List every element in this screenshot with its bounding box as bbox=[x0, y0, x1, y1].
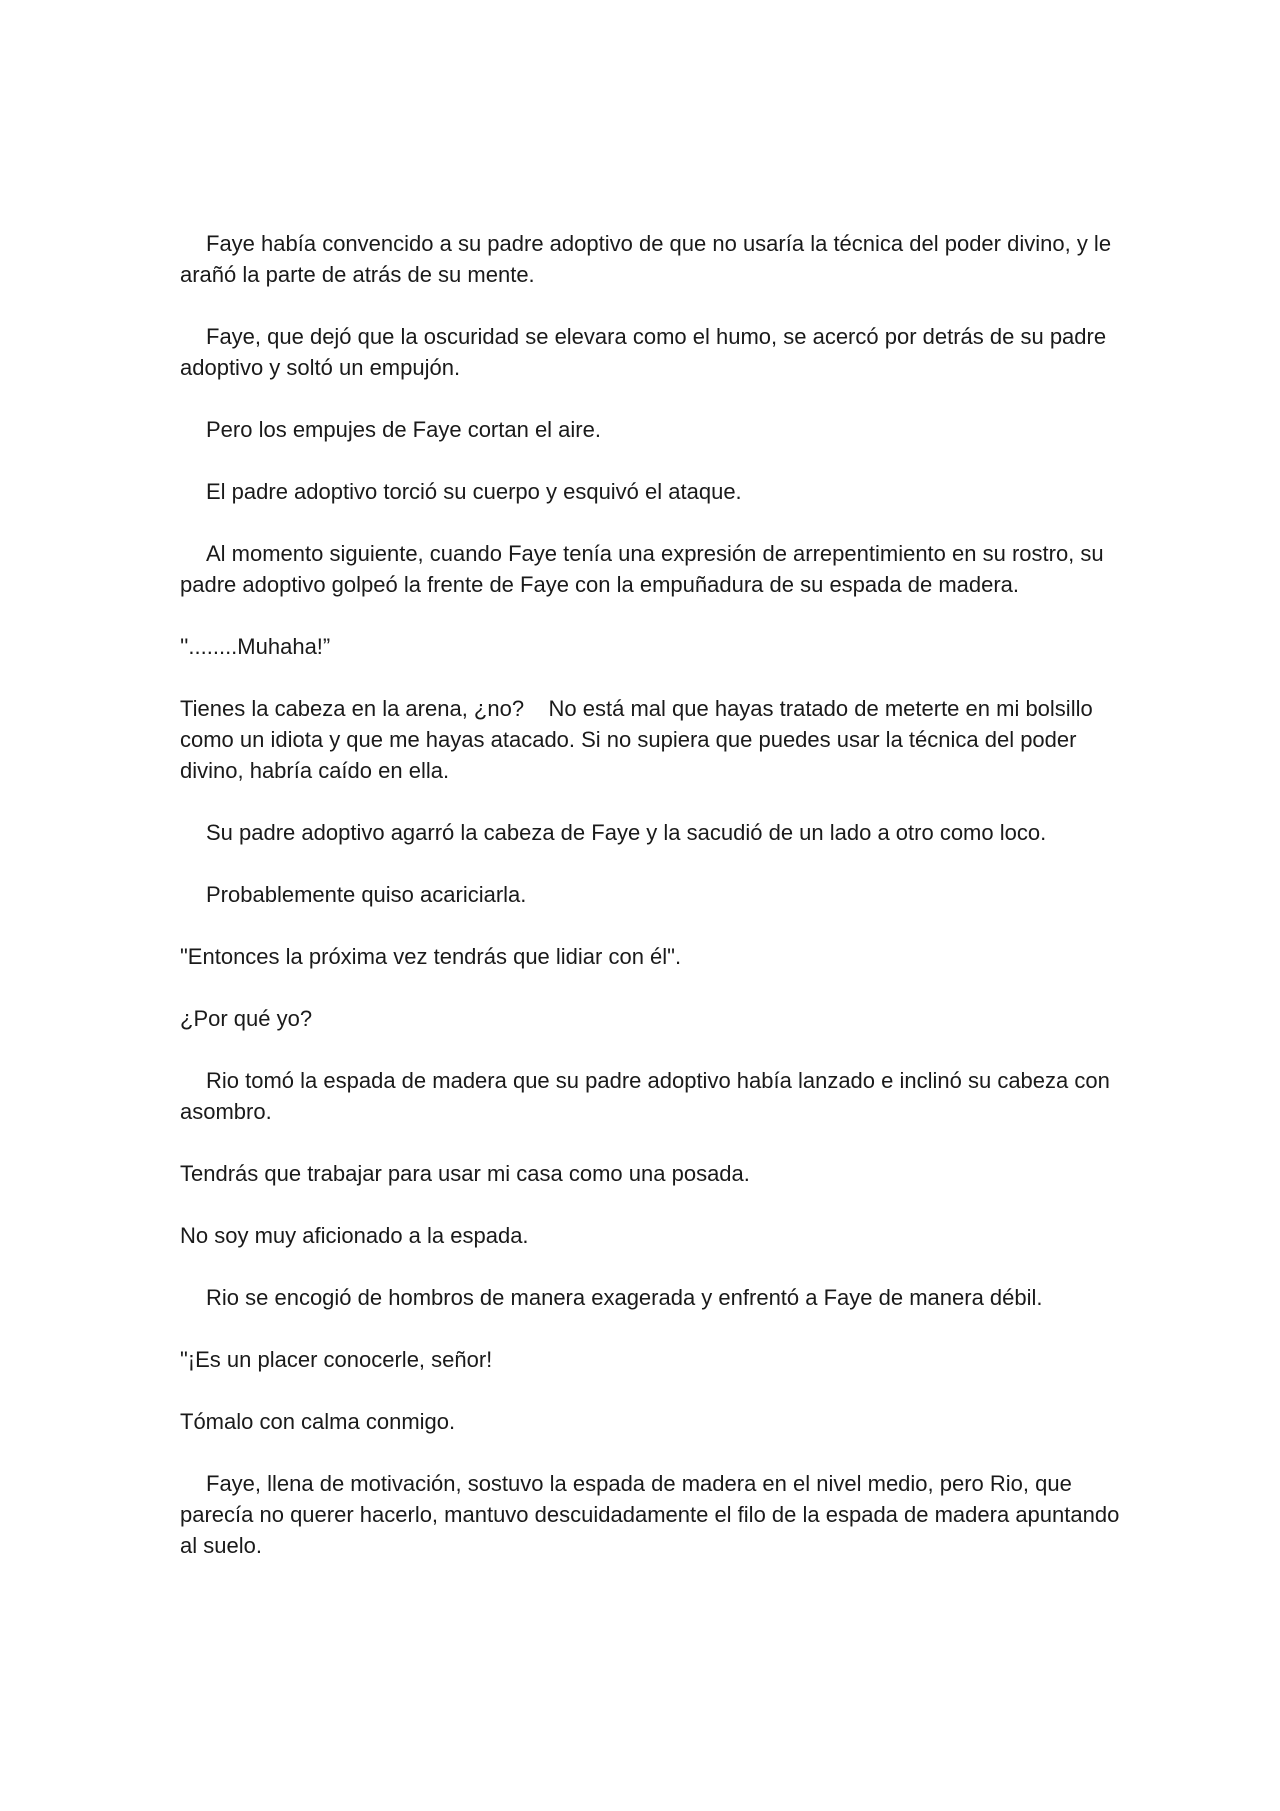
paragraph: Faye, llena de motivación, sostuvo la espada de madera en el nivel medio, pero Rio, que parecía no querer hacerlo, mantuvo descuidadamente el filo de la espada de madera apuntando al suelo. bbox=[180, 1471, 1126, 1558]
paragraph: No soy muy aficionado a la espada. bbox=[180, 1223, 529, 1248]
paragraph: Faye, que dejó que la oscuridad se elevara como el humo, se acercó por detrás de su padre adoptivo y soltó un empujón. bbox=[180, 324, 1113, 380]
paragraph: ¿Por qué yo? bbox=[180, 1006, 313, 1031]
paragraph: Al momento siguiente, cuando Faye tenía una expresión de arrepentimiento en su rostro, su padre adoptivo golpeó la frente de Faye con la empuñadura de su espada de madera. bbox=[180, 541, 1110, 597]
paragraph: Probablemente quiso acariciarla. bbox=[206, 882, 527, 907]
paragraph: Rio tomó la espada de madera que su padre adoptivo había lanzado e inclinó su cabeza con asombro. bbox=[180, 1068, 1116, 1124]
paragraph: Pero los empujes de Faye cortan el aire. bbox=[206, 417, 601, 442]
paragraph: Faye había convencido a su padre adoptivo de que no usaría la técnica del poder divino, y le arañó la parte de atrás de su mente. bbox=[180, 231, 1118, 287]
paragraph: El padre adoptivo torció su cuerpo y esquivó el ataque. bbox=[206, 479, 742, 504]
paragraph: "Entonces la próxima vez tendrás que lidiar con él". bbox=[180, 944, 682, 969]
paragraph: ''........Muhaha!” bbox=[180, 634, 331, 659]
paragraph: "¡Es un placer conocerle, señor! bbox=[180, 1347, 493, 1372]
paragraph: Tendrás que trabajar para usar mi casa como una posada. bbox=[180, 1161, 750, 1186]
paragraph: Tienes la cabeza en la arena, ¿no? No está mal que hayas tratado de meterte en mi bolsillo como un idiota y que me hayas atacado. Si no supiera que puedes usar la técnica del poder divino, habría caído en ella. bbox=[180, 696, 1099, 783]
document-body bbox=[180, 228, 1126, 1592]
paragraph: Tómalo con calma conmigo. bbox=[180, 1409, 456, 1434]
paragraph: Rio se encogió de hombros de manera exagerada y enfrentó a Faye de manera débil. bbox=[206, 1285, 1043, 1310]
paragraph: Su padre adoptivo agarró la cabeza de Faye y la sacudió de un lado a otro como loco. bbox=[206, 820, 1047, 845]
